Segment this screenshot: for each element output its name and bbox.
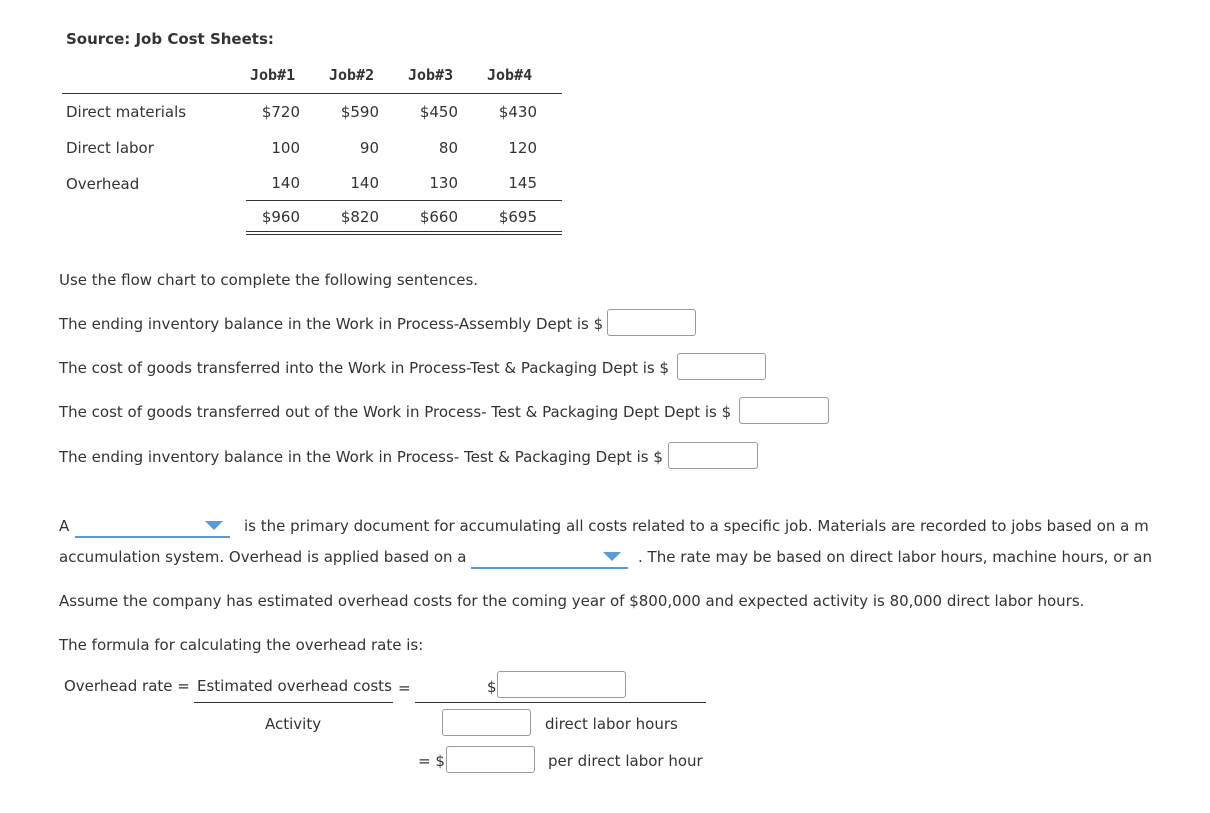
- cell-labor-job1: 100: [271, 139, 300, 157]
- formula-equals: =: [398, 679, 411, 697]
- denominator-unit: direct labor hours: [545, 715, 678, 733]
- cell-labor-job4: 120: [508, 139, 537, 157]
- row-label-direct-labor: Direct labor: [66, 139, 154, 157]
- job-header-2: Job#2: [329, 66, 375, 84]
- paragraph-a: A: [59, 517, 70, 535]
- subtotal-rule: [246, 200, 562, 201]
- overhead-costs-input[interactable]: [497, 671, 626, 698]
- sentence-3: The cost of goods transferred out of the Work in Process- Test & Packaging Dept Dept is $: [59, 403, 732, 421]
- overhead-rate-label: Overhead rate =: [64, 677, 190, 695]
- formula-intro: The formula for calculating the overhead rate is:: [59, 636, 424, 654]
- header-rule: [62, 93, 562, 94]
- total-double-rule-1: [246, 231, 562, 232]
- cell-overhead-job4: 145: [508, 174, 537, 192]
- activity-input[interactable]: [442, 709, 531, 736]
- overhead-basis-dropdown[interactable]: [474, 546, 624, 568]
- cell-labor-job2: 90: [359, 139, 379, 157]
- cell-materials-job1: $720: [261, 103, 300, 121]
- answer-input-1[interactable]: [607, 309, 696, 336]
- cell-overhead-job1: 140: [271, 174, 300, 192]
- cell-labor-job3: 80: [438, 139, 458, 157]
- cell-overhead-job3: 130: [429, 174, 458, 192]
- answer-input-3[interactable]: [739, 397, 829, 424]
- chevron-down-icon[interactable]: [205, 521, 223, 530]
- answer-input-2[interactable]: [677, 353, 766, 380]
- job-header-1: Job#1: [250, 66, 296, 84]
- rate-equals-dollar: = $: [418, 752, 445, 770]
- row-label-overhead: Overhead: [66, 175, 140, 193]
- total-job4: $695: [498, 208, 537, 226]
- cell-materials-job2: $590: [340, 103, 379, 121]
- total-job1: $960: [261, 208, 300, 226]
- row-label-direct-materials: Direct materials: [66, 103, 187, 121]
- instructions: Use the flow chart to complete the following sentences.: [59, 271, 479, 289]
- job-header-3: Job#3: [408, 66, 454, 84]
- chevron-down-icon[interactable]: [603, 552, 621, 561]
- total-job3: $660: [419, 208, 458, 226]
- dollar-sign: $: [487, 678, 497, 696]
- document-dropdown-underline: [75, 536, 230, 538]
- cell-materials-job3: $450: [419, 103, 458, 121]
- total-job2: $820: [340, 208, 379, 226]
- denominator-label: Activity: [265, 715, 322, 733]
- numerator-label: Estimated overhead costs: [197, 677, 392, 695]
- source-heading: Source: Job Cost Sheets:: [66, 30, 274, 48]
- answer-input-4[interactable]: [668, 442, 758, 469]
- sentence-2: The cost of goods transferred into the Work in Process-Test & Packaging Dept is $: [59, 359, 670, 377]
- fraction-line-right: [415, 702, 706, 703]
- rate-unit: per direct labor hour: [548, 752, 703, 770]
- paragraph-part-3: . The rate may be based on direct labor hours, machine hours, or an: [638, 548, 1153, 566]
- cell-materials-job4: $430: [498, 103, 537, 121]
- assumption-text: Assume the company has estimated overhead costs for the coming year of $800,000 and expected activity is 80,000 direct labor hours.: [59, 592, 1085, 610]
- paragraph-part-1: is the primary document for accumulating all costs related to a specific job. Materials are recorded to jobs based on a m: [244, 517, 1149, 535]
- total-double-rule-2: [246, 234, 562, 235]
- sentence-1: The ending inventory balance in the Work in Process-Assembly Dept is $: [59, 315, 604, 333]
- fraction-line-left: [194, 702, 393, 703]
- overhead-basis-dropdown-underline: [471, 567, 628, 569]
- paragraph-part-2: accumulation system. Overhead is applied based on a: [59, 548, 467, 566]
- sentence-4: The ending inventory balance in the Work in Process- Test & Packaging Dept is $: [59, 448, 663, 466]
- overhead-rate-input[interactable]: [446, 746, 535, 773]
- job-header-4: Job#4: [487, 66, 533, 84]
- cell-overhead-job2: 140: [350, 174, 379, 192]
